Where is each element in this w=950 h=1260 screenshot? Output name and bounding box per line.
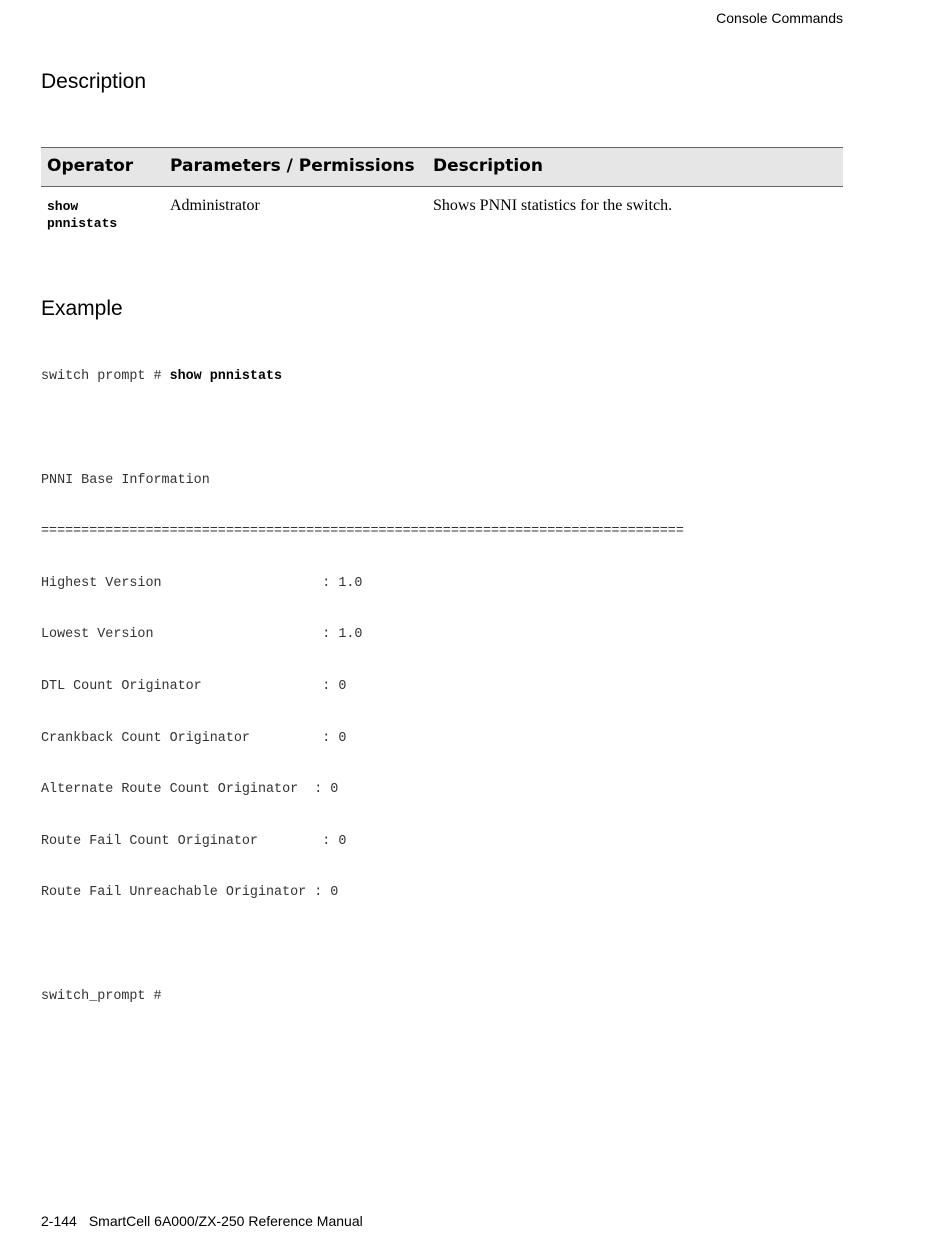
column-header-operator: Operator [41,148,164,187]
column-header-parameters: Parameters / Permissions [164,148,427,187]
description-cell: Shows PNNI statistics for the switch. [433,197,673,214]
typed-command: show pnnistats [169,369,283,385]
page-footer [41,1213,363,1229]
operator-line: pnnistats [47,216,118,231]
manual-title: SmartCell 6A000/ZX-250 Reference Manual [88,1213,363,1229]
output-line [41,420,684,437]
output-line: Route Fail Count Originator : 0 [41,833,347,849]
table-row [41,187,843,233]
example-code-block [41,334,684,1022]
output-line [41,936,684,953]
output-line: DTL Count Originator : 0 [41,678,347,694]
output-line: Route Fail Unreachable Originator : 0 [41,885,339,901]
command-table [41,147,843,232]
description-heading: Description [41,70,147,93]
output-line: PNNI Base Information [41,472,210,488]
running-header: Console Commands [716,10,843,26]
output-line: ================================================================================ [41,524,684,540]
column-header-description: Description [427,148,843,187]
output-line: Lowest Version : 1.0 [41,627,363,643]
output-line: Highest Version : 1.0 [41,575,363,591]
command-line [41,368,684,385]
page-number: 2-144 [41,1213,77,1229]
prompt-prefix: switch prompt # [41,369,170,385]
operator-line: show [47,199,79,214]
command-table-header [41,148,843,187]
output-line: switch_prompt # [41,988,162,1004]
example-heading: Example [41,297,123,320]
parameters-cell: Administrator [170,197,260,214]
output-line: Alternate Route Count Originator : 0 [41,782,339,798]
operator-cell [41,187,164,233]
output-line: Crankback Count Originator : 0 [41,730,347,746]
